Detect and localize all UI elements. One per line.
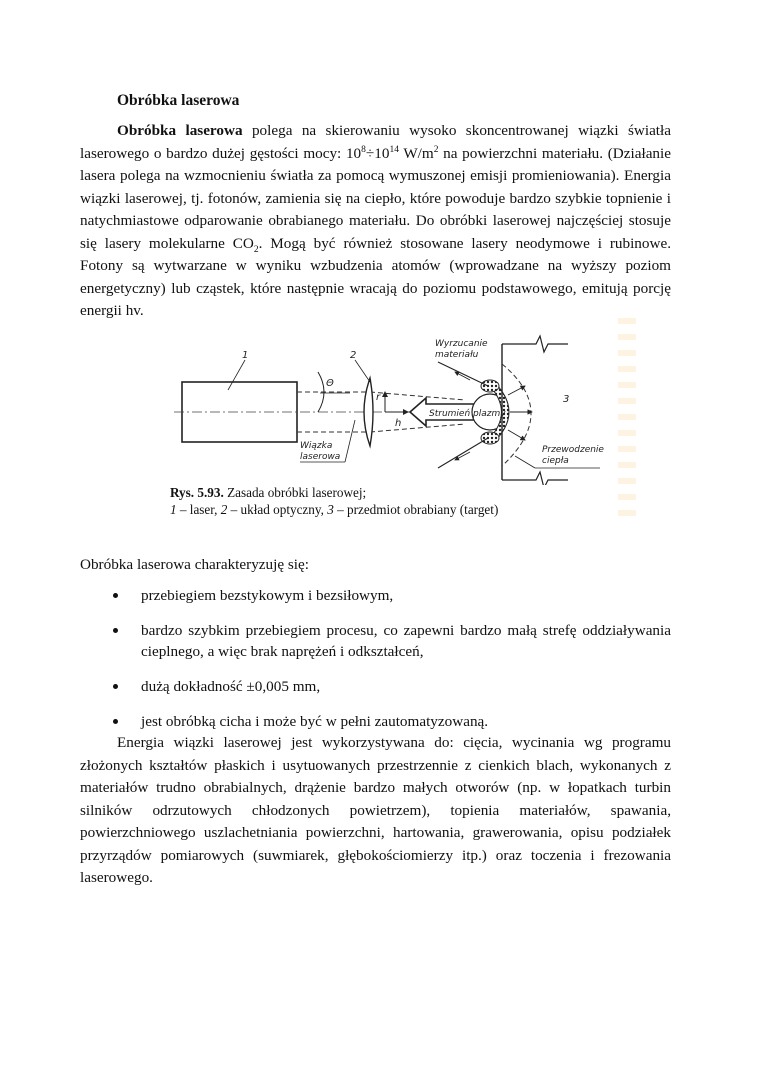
bold-term: Obróbka laserowa — [117, 122, 243, 139]
section-heading: Obróbka laserowa — [117, 92, 240, 109]
bullet-icon — [113, 593, 118, 598]
label-theta: Θ — [326, 378, 334, 389]
list-item: jest obróbką cicha i może być w pełni zautomatyzowaną. — [80, 711, 671, 732]
label-target: 3 — [563, 394, 570, 405]
label-plasma: Strumień plazmy — [429, 409, 506, 419]
label-laser: 1 — [242, 350, 249, 361]
label-heat-2: ciepła — [542, 456, 569, 466]
bullet-icon — [113, 684, 118, 689]
label-optics: 2 — [350, 350, 357, 361]
label-beam-2: laserowa — [300, 452, 341, 462]
label-r: r — [376, 392, 381, 403]
lens — [364, 378, 373, 446]
list-item: dużą dokładność ±0,005 mm, — [80, 676, 671, 697]
figure-caption: Rys. 5.93. Zasada obróbki laserowej; 1 – laser, 2 – układ optyczny, 3 – przedmiot obrabiany (target) — [170, 485, 499, 517]
list-intro: Obróbka laserowa charakteryzuję się: — [80, 556, 309, 573]
label-ejection-1: Wyrzucanie — [435, 339, 488, 349]
label-ejection-2: materiału — [435, 350, 479, 360]
intro-paragraph: Obróbka laserowa polega na skierowaniu wysoko skoncentrowanej wiązki światła laserowego o bardzo dużej gęstości mocy: $10^8\div 10^{14}$ $W/m^2$ na powierzchni materiału. (Działanie lasera polega na wzmocnieniu światła za pomocą wymuszonej emisji promieniowania). Energia wiązki laserowej, tj. fotonów, zamienia się na ciepło, które powoduje bardzo szybkie topnienie i natychmiastowe odparowanie obrabianego materiału. Do obróbki laserowej najczęściej stosuje się lasery molekularne $CO_2$. Mogą być również stosowane lasery neodymowe i rubinowe. Fotony są wytwarzane w wyniku wzbudzenia atomów (wprowadzane na wyższy poziom energetyczny) lub cząstek, które następnie wracają do poziomu podstawowego, emitują porcję energii hv. — [80, 122, 672, 319]
label-beam-1: Wiązka — [300, 441, 333, 451]
features-list — [80, 585, 671, 746]
diagram-drawing — [170, 320, 650, 485]
label-heat-1: Przewodzenie — [542, 445, 604, 455]
bullet-icon — [113, 628, 118, 633]
bullet-icon — [113, 719, 118, 724]
list-item: przebiegiem bezstykowym i bezsiłowym, — [80, 585, 671, 606]
applications-paragraph: Energia wiązki laserowej jest wykorzystywana do: cięcia, wycinania wg programu złożonych kształtów płaskich i usytuowanych przestrzennie z cienkich blach, wykonanych z materiałów trudno obrabialnych, drążenie bardzo małych otworów (np. w łopatkach turbin silników odrzutowych chłodzonych powietrzem), topienia materiałów, spawania, powierzchniowego uszlachetniania powierzchni, hartowania, grawerowania, opisu podziałek przyrządów pomiarowych (suwmiarek, głębokościomierzy itp.) oraz toczenia i frezowania laserowego. — [80, 734, 671, 886]
list-item: bardzo szybkim przebiegiem procesu, co zapewni bardzo małą strefę oddziaływania cieplnego, a więc brak naprężeń i odkształceń, — [80, 620, 671, 662]
label-h: h — [395, 418, 402, 429]
